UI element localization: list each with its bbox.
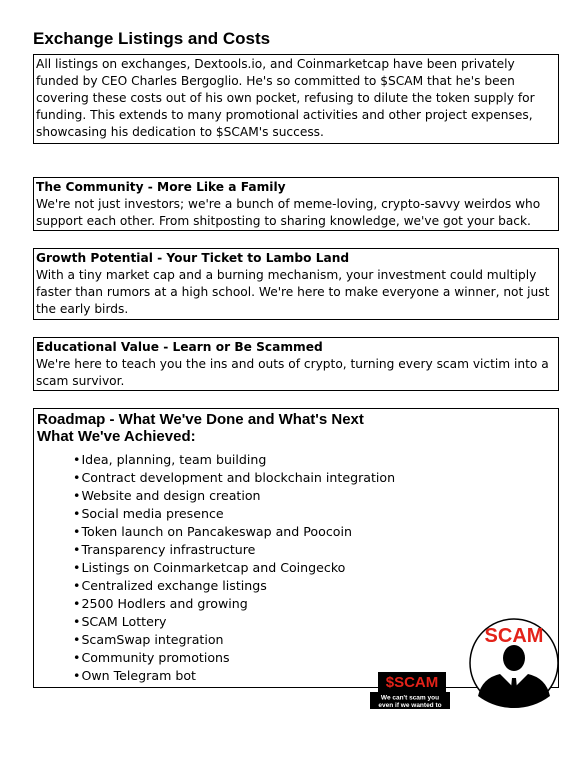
roadmap-item: • Own Telegram bot xyxy=(73,667,555,685)
roadmap-item: • Website and design creation xyxy=(73,487,555,505)
logo-tagline-2: even if we wanted to xyxy=(378,702,442,709)
exchange-text-box xyxy=(33,54,559,144)
roadmap-item: • Centralized exchange listings xyxy=(73,577,555,595)
roadmap-item: • Idea, planning, team building xyxy=(73,451,555,469)
roadmap-item: • 2500 Hodlers and growing xyxy=(73,595,555,613)
roadmap-subheading: What We've Achieved: xyxy=(37,428,196,445)
education-body: We're here to teach you the ins and outs of crypto, turning every scam victim into a scam survivor. xyxy=(36,357,549,388)
exchange-heading: Exchange Listings and Costs xyxy=(33,29,271,48)
roadmap-item: • Social media presence xyxy=(73,505,555,523)
community-section xyxy=(33,177,559,231)
roadmap-item: • Community promotions xyxy=(73,649,555,667)
roadmap-item: • SCAM Lottery xyxy=(73,613,555,631)
logo-ticker: $SCAM xyxy=(385,674,439,691)
scam-logo xyxy=(368,618,568,710)
education-heading: Educational Value - Learn or Be Scammed xyxy=(36,340,323,354)
roadmap-item: • Listings on Coinmarketcap and Coingecko xyxy=(73,559,555,577)
education-section xyxy=(33,337,559,391)
roadmap-heading: Roadmap - What We've Done and What's Next xyxy=(37,411,364,428)
growth-section xyxy=(33,248,559,320)
community-heading: The Community - More Like a Family xyxy=(36,180,286,194)
logo-scam-word: SCAM xyxy=(484,625,544,647)
roadmap-item: • Token launch on Pancakeswap and Poocoin xyxy=(73,523,555,541)
growth-body: With a tiny market cap and a burning mechanism, your investment could multiply faster than rumors at a high school. We're here to make everyone a winner, not just the early birds. xyxy=(36,268,550,316)
exchange-body: All listings on exchanges, Dextools.io, and Coinmarketcap have been privately funded by CEO Charles Bergoglio. He's so committed to $SCAM that he's been covering these costs out of his own pocket, refusing to dilute the token supply for funding. This extends to many promotional activities and other project expenses, showcasing his dedication to $SCAM's success. xyxy=(36,57,535,139)
community-body: We're not just investors; we're a bunch of meme-loving, crypto-savvy weirdos who support each other. From shitposting to sharing knowledge, we've got your back. xyxy=(36,197,541,228)
logo-tagline-1: We can't scam you xyxy=(380,694,440,702)
roadmap-item: • Transparency infrastructure xyxy=(73,541,555,559)
growth-heading: Growth Potential - Your Ticket to Lambo Land xyxy=(36,251,350,265)
roadmap-item: • ScamSwap integration xyxy=(73,631,555,649)
logo-head xyxy=(503,645,525,671)
roadmap-item: • Contract development and blockchain integration xyxy=(73,469,555,487)
